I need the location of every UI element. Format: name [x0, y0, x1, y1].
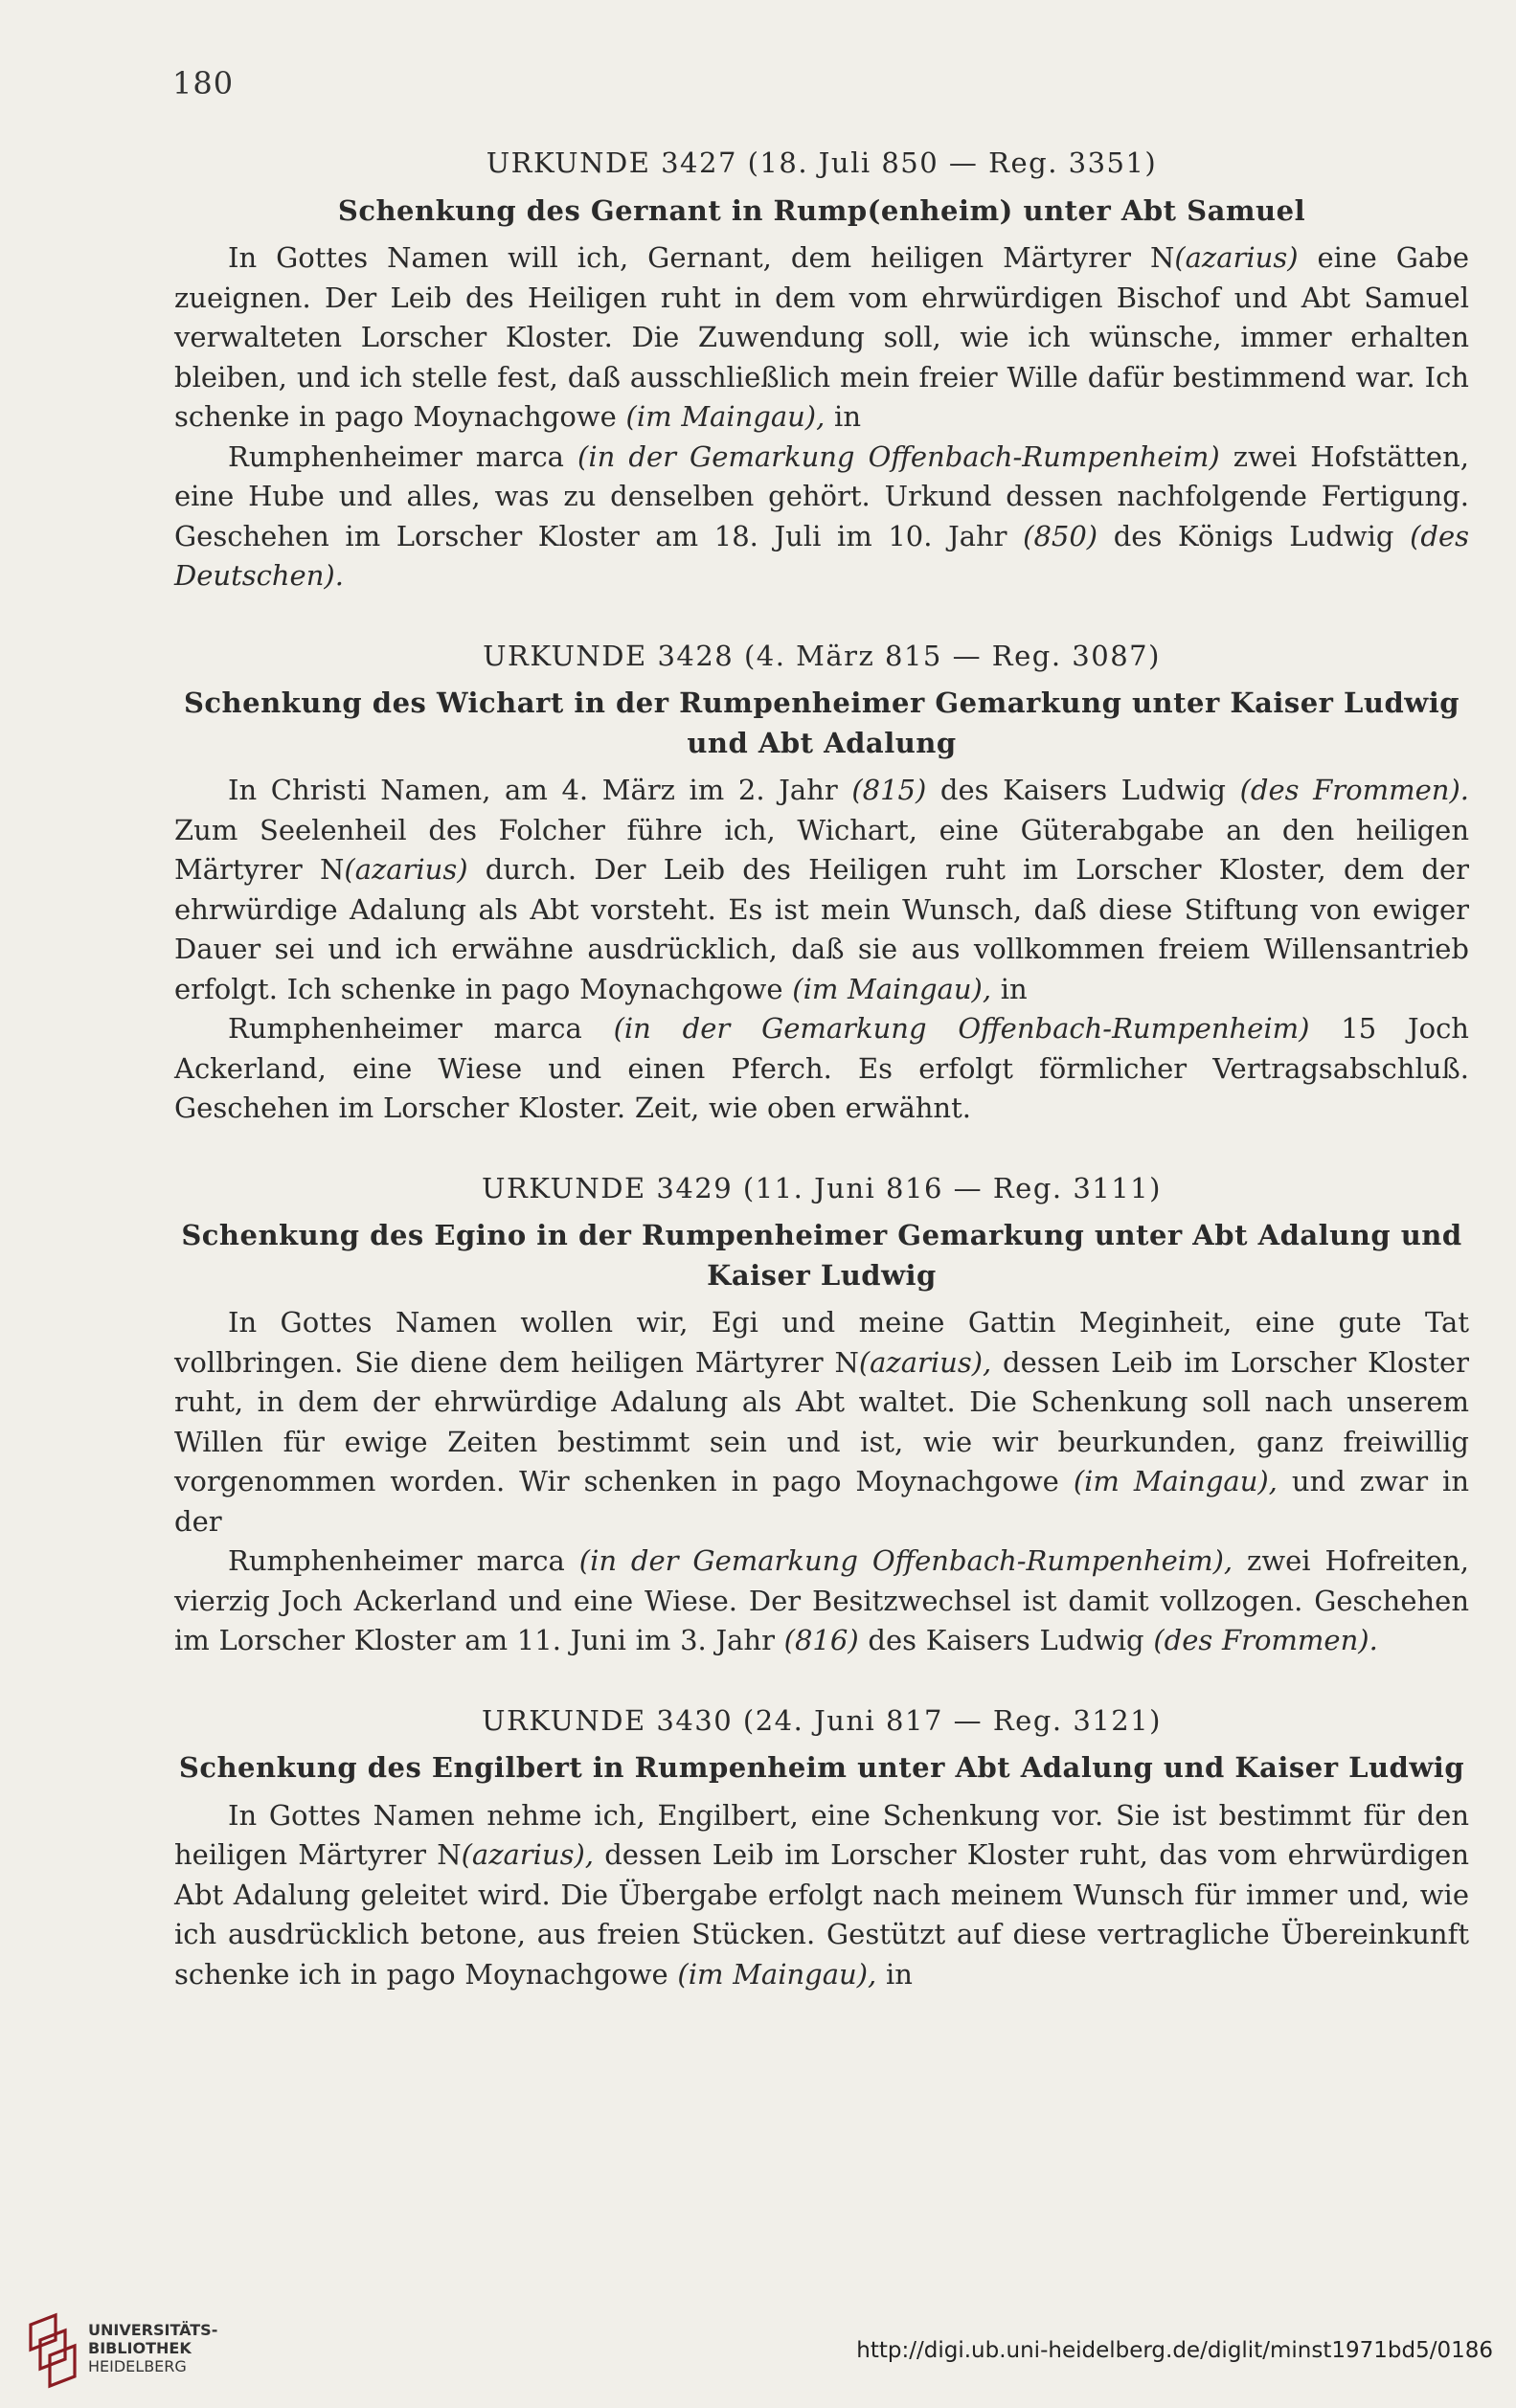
italic-annotation: (im Maingau), [1073, 1465, 1278, 1497]
italic-annotation: (im Maingau), [625, 400, 826, 433]
library-name-line2: BIBLIOTHEK [88, 2339, 192, 2357]
charter-title: Schenkung des Wichart in der Rumpenheimer Gemarkung unter Kaiser Ludwig und Abt Adalung [183, 686, 1460, 759]
charter-paragraph [174, 1303, 1469, 1542]
text-run: Rumphenheimer marca [228, 1012, 614, 1045]
text-run: und zwar in der [174, 1465, 1469, 1538]
italic-annotation: (des Frommen). [1239, 774, 1469, 806]
italic-annotation: (815) [851, 774, 927, 806]
text-run: des Kaisers Ludwig [858, 1624, 1154, 1656]
page-number: 180 [172, 65, 235, 101]
charter-title: Schenkung des Engilbert in Rumpenheim unter Abt Adalung und Kaiser Ludwig [178, 1751, 1465, 1784]
italic-annotation: (azarius) [344, 853, 468, 886]
italic-annotation: (in der Gemarkung Offenbach-Rumpenheim) [613, 1012, 1310, 1045]
charter-3 [174, 1169, 1469, 1661]
library-name-line3: HEIDELBERG [88, 2357, 187, 2375]
text-run: Zum Seelenheil des Folcher führe ich, Wichart, eine Güterabgabe an den heiligen Märtyrer N [174, 813, 1469, 886]
charter-paragraph [174, 1796, 1469, 1995]
charter-1 [174, 144, 1469, 596]
document-body [174, 144, 1469, 2035]
text-run: durch. Der Leib des Heiligen ruht im Lorscher Kloster, dem der ehrwürdige Adalung als Abt vorsteht. Es ist mein Wunsch, daß diese Stiftung von ewiger Dauer sei und ich erwähne ausdrücklich, daß sie aus vollkommen freiem Willensantrieb erfolgt. Ich schenke in pago Moynachgowe [174, 853, 1469, 1005]
library-name [88, 2321, 217, 2375]
text-run: 15 Joch Ackerland, eine Wiese und einen Pferch. Es erfolgt förmlicher Vertragsabschluß. Geschehen im Lorscher Kloster. Zeit, wie oben erwähnt. [174, 1012, 1469, 1124]
text-run: In Gottes Namen wollen wir, Egi und meine Gattin Meginheit, eine gute Tat vollbringen. Sie diene dem heiligen Märtyrer N [174, 1306, 1469, 1379]
text-run: zwei Hofreiten, vierzig Joch Ackerland und eine Wiese. Der Besitzwechsel ist damit vollzogen. Geschehen im Lorscher Kloster am 11. Juni im 3. Jahr [174, 1544, 1469, 1656]
charter-title: Schenkung des Egino in der Rumpenheimer Gemarkung unter Abt Adalung und Kaiser Ludwig [181, 1219, 1462, 1292]
charter-paragraph [174, 238, 1469, 438]
italic-annotation: (816) [783, 1624, 859, 1656]
text-run: dessen Leib im Lorscher Kloster ruht, in dem der ehrwürdige Adalung als Abt waltet. Die Schenkung soll nach unserem Willen für ewige Zeiten bestimmt sein und ist, wie wir beurkunden, ganz freiwillig vorgenommen worden. Wir schenken in pago Moynachgowe [174, 1345, 1469, 1497]
italic-annotation: (850) [1023, 519, 1098, 552]
text-run: in [991, 972, 1028, 1005]
italic-annotation: (azarius) [1174, 241, 1299, 274]
italic-annotation: (des Frommen). [1153, 1624, 1378, 1656]
text-run: des Königs Ludwig [1097, 519, 1411, 552]
charter-heading: URKUNDE 3427 (18. Juli 850 — Reg. 3351) [486, 146, 1158, 179]
library-name-line1: UNIVERSITÄTS- [88, 2321, 218, 2339]
text-run: in [876, 1957, 913, 1991]
italic-annotation: (azarius), [858, 1345, 992, 1379]
charter-heading: URKUNDE 3430 (24. Juni 817 — Reg. 3121) [482, 1703, 1162, 1737]
charter-4 [174, 1701, 1469, 1995]
text-run: dessen Leib im Lorscher Kloster ruht, das vom ehrwürdigen Abt Adalung geleitet wird. Die Übergabe erfolgt nach meinem Wunsch für immer und, wie ich ausdrücklich betone, aus freien Stücken. Gestützt auf diese vertragliche Übereinkunft schenke ich in pago Moynachgowe [174, 1838, 1469, 1991]
charter-2 [174, 637, 1469, 1129]
text-run: zwei Hofstätten, eine Hube und alles, was zu denselben gehört. Urkund dessen nachfolgende Fertigung. Geschehen im Lorscher Kloster am 18. Juli im 10. Jahr [174, 439, 1469, 552]
text-run: Rumphenheimer marca [228, 1544, 579, 1577]
library-logo-icon [25, 2311, 80, 2390]
italic-annotation: (des Deutschen). [174, 519, 1469, 592]
italic-annotation: (azarius), [461, 1838, 595, 1871]
text-run: In Christi Namen, am 4. März im 2. Jahr [228, 774, 852, 806]
text-run: Rumphenheimer marca [228, 439, 578, 473]
text-run: In Gottes Namen will ich, Gernant, dem heiligen Märtyrer N [228, 241, 1175, 274]
italic-annotation: (in der Gemarkung Offenbach-Rumpenheim), [578, 1544, 1233, 1577]
source-url-link[interactable]: http://digi.ub.uni-heidelberg.de/diglit/minst1971bd5/0186 [856, 2338, 1493, 2363]
text-run: in [825, 400, 861, 433]
charter-paragraph [174, 1009, 1469, 1129]
charter-paragraph [174, 438, 1469, 596]
italic-annotation: (im Maingau), [677, 1957, 877, 1991]
charter-heading: URKUNDE 3429 (11. Juni 816 — Reg. 3111) [482, 1171, 1162, 1204]
charter-title: Schenkung des Gernant in Rump(enheim) unter Abt Samuel [337, 193, 1306, 227]
text-run: des Kaisers Ludwig [926, 774, 1240, 806]
charter-paragraph [174, 1542, 1469, 1661]
italic-annotation: (im Maingau), [792, 972, 992, 1005]
text-run: In Gottes Namen nehme ich, Engilbert, eine Schenkung vor. Sie ist bestimmt für den heiligen Märtyrer N [174, 1798, 1469, 1871]
charter-paragraph [174, 771, 1469, 1009]
italic-annotation: (in der Gemarkung Offenbach-Rumpenheim) [577, 439, 1220, 473]
charter-heading: URKUNDE 3428 (4. März 815 — Reg. 3087) [483, 639, 1161, 672]
text-run: eine Gabe zueignen. Der Leib des Heiligen ruht in dem vom ehrwürdigen Bischof und Abt Samuel verwalteten Lorscher Kloster. Die Zuwendung soll, wie ich wünsche, immer erhalten bleiben, und ich stelle fest, daß ausschließlich mein freier Wille dafür bestimmend war. Ich schenke in pago Moynachgowe [174, 241, 1469, 433]
